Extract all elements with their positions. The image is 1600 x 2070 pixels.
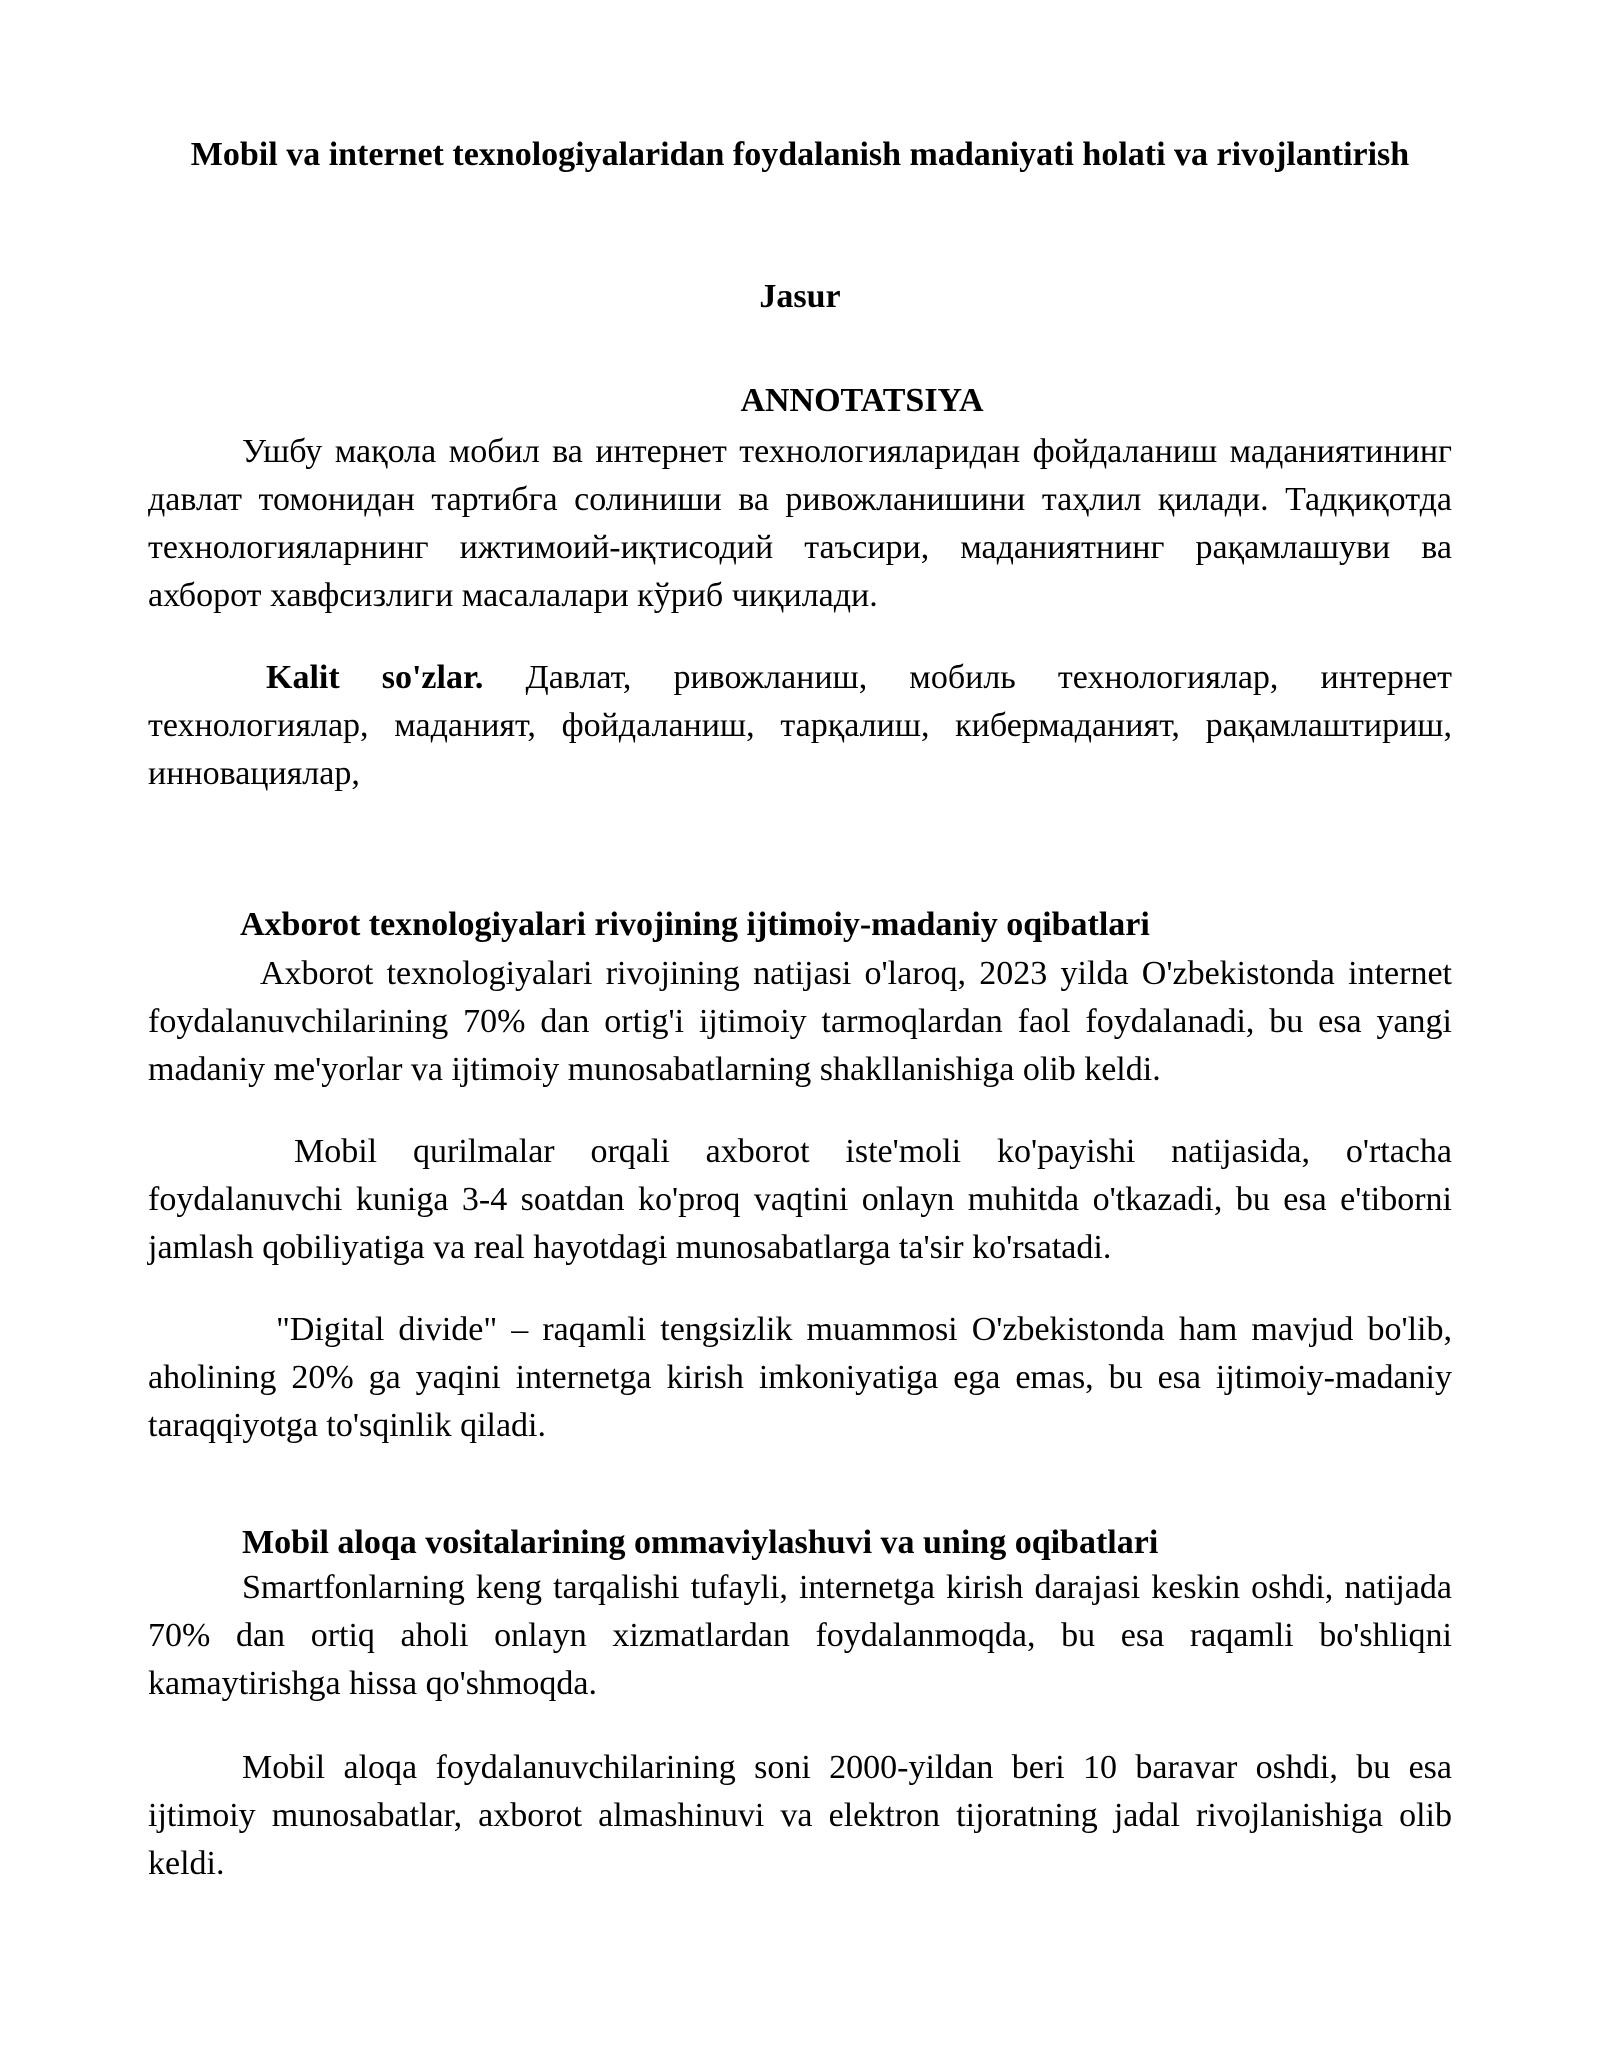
paragraph-text: Smartfonlarning keng tarqalishi tufayli, internetga kirish darajasi keskin oshdi, natijada 70% dan ortiq aholi onlayn xizmatlardan foydalanmoqda, bu esa raqamli bo'shliqni kamaytirishga hissa qo'shmoqda. — [148, 1569, 1452, 1702]
author-name: Jasur — [759, 278, 841, 315]
document-title: Mobil va internet texnologiyalaridan foydalanish madaniyati holati va rivojlantirish — [190, 136, 1410, 173]
annotation-paragraph — [148, 428, 1452, 620]
keywords-label: Kalit so'zlar. — [266, 659, 484, 696]
section1-paragraph-1 — [148, 950, 1452, 1094]
section1-paragraph-3 — [148, 1306, 1452, 1450]
paragraph-text: Mobil qurilmalar orqali axborot iste'moli ko'payishi natijasida, o'rtacha foydalanuvchi kuniga 3-4 soatdan ko'proq vaqtini onlayn muhitda o'tkazadi, bu esa e'tiborni jamlash qobiliyatiga va real hayotdagi munosabatlarga ta'sir ko'rsatadi. — [148, 1133, 1452, 1266]
paragraph-text: "Digital divide" – raqamli tengsizlik muammosi O'zbekistonda ham mavjud bo'lib, aholining 20% ga yaqini internetga kirish imkoniyatiga ega emas, bu esa ijtimoiy-madaniy taraqqiyotga to'sqinlik qiladi. — [148, 1311, 1452, 1444]
section-heading-1: Axborot texnologiyalari rivojining ijtimoiy-madaniy oqibatlari — [240, 906, 1150, 943]
section2-paragraph-2 — [148, 1744, 1452, 1888]
paragraph-text: Mobil aloqa foydalanuvchilarining soni 2000-yildan beri 10 baravar oshdi, bu esa ijtimoiy munosabatlar, axborot almashinuvi va elektron tijoratning jadal rivojlanishiga olib keldi. — [148, 1749, 1452, 1882]
annotation-text: Ушбу мақола мобил ва интернет технологияларидан фойдаланиш маданиятининг давлат томонидан тартибга солиниши ва ривожланишини таҳлил қилади. Тадқиқотда технологияларнинг ижтимоий-иқтисодий таъсири, маданиятнинг рақамлашуви ва ахборот хавфсизлиги масалалари кўриб чиқилади. — [148, 433, 1452, 614]
annotation-heading: ANNOTATSIYA — [740, 382, 984, 419]
paragraph-text: Axborot texnologiyalari rivojining natijasi o'laroq, 2023 yilda O'zbekistonda internet foydalanuvchilarining 70% dan ortig'i ijtimoiy tarmoqlardan faol foydalanadi, bu esa yangi madaniy me'yorlar va ijtimoiy munosabatlarning shakllanishiga olib keldi. — [148, 955, 1452, 1088]
section2-paragraph-1 — [148, 1564, 1452, 1708]
keywords-text: Давлат, ривожланиш, мобиль технологиялар, интернет технологиялар, маданият, фойдаланиш, тарқалиш, кибермаданият, рақамлаштириш, инновациялар, — [148, 659, 1452, 792]
keywords-paragraph — [148, 654, 1452, 798]
section1-paragraph-2 — [148, 1128, 1452, 1272]
section-heading-2: Mobil aloqa vositalarining ommaviylashuvi va uning oqibatlari — [242, 1524, 1159, 1561]
